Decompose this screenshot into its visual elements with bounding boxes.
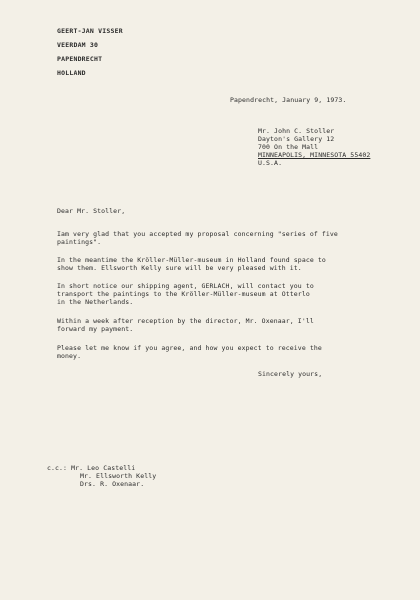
recipient-street: 700 On the Mall [258, 143, 319, 151]
recipient-country: U.S.A. [258, 159, 283, 167]
date-line: Papendrecht, January 9, 1973. [230, 96, 347, 104]
paragraph-line: in the Netherlands. [57, 298, 134, 306]
paragraph-line: In the meantime the Kröller-Müller-museum in Holland found space to [57, 256, 326, 264]
recipient-name: Mr. John C. Stoller [258, 127, 335, 135]
paragraph-line: Iam very glad that you accepted my proposal concerning "series of five [57, 230, 338, 238]
paragraph-line: paintings". [57, 238, 102, 246]
paragraph-5 [57, 344, 322, 360]
paragraph-4 [57, 317, 314, 333]
sender-address [57, 27, 123, 77]
recipient-address [258, 127, 370, 167]
sender-city: PAPENDRECHT [57, 55, 103, 63]
cc-name: Mr. Ellsworth Kelly [80, 472, 157, 480]
cc-line-1 [47, 464, 156, 472]
closing: Sincerely yours, [258, 370, 323, 378]
paragraph-line: forward my payment. [57, 325, 134, 333]
recipient-company: Dayton's Gallery 12 [258, 135, 335, 143]
paragraph-line: show them. Ellsworth Kelly sure will be very pleased with it. [57, 264, 302, 272]
cc-name: Mr. Leo Castelli [71, 464, 136, 472]
paragraph-line: money. [57, 352, 82, 360]
sender-country: HOLLAND [57, 69, 86, 77]
cc-list [47, 464, 156, 488]
paragraph-2 [57, 256, 326, 272]
cc-name: Drs. R. Oxenaar. [80, 480, 145, 488]
sender-name: GEERT-JAN VISSER [57, 27, 123, 35]
paragraph-1 [57, 230, 338, 246]
paragraph-3 [57, 282, 314, 306]
paragraph-line: In short notice our shipping agent, GERLACH, will contact you to [57, 282, 314, 290]
paragraph-line: Within a week after reception by the director, Mr. Oxenaar, I'll [57, 317, 314, 325]
sender-street: VEERDAM 30 [57, 41, 99, 49]
paragraph-line: Please let me know if you agree, and how you expect to receive the [57, 344, 322, 352]
paragraph-line: transport the paintings to the Kröller-Müller-museum at Otterlo [57, 290, 310, 298]
salutation: Dear Mr. Stoller, [57, 207, 126, 215]
recipient-city: MINNEAPOLIS, MINNESOTA 55402 [258, 151, 371, 159]
cc-label: c.c.: [47, 464, 68, 472]
